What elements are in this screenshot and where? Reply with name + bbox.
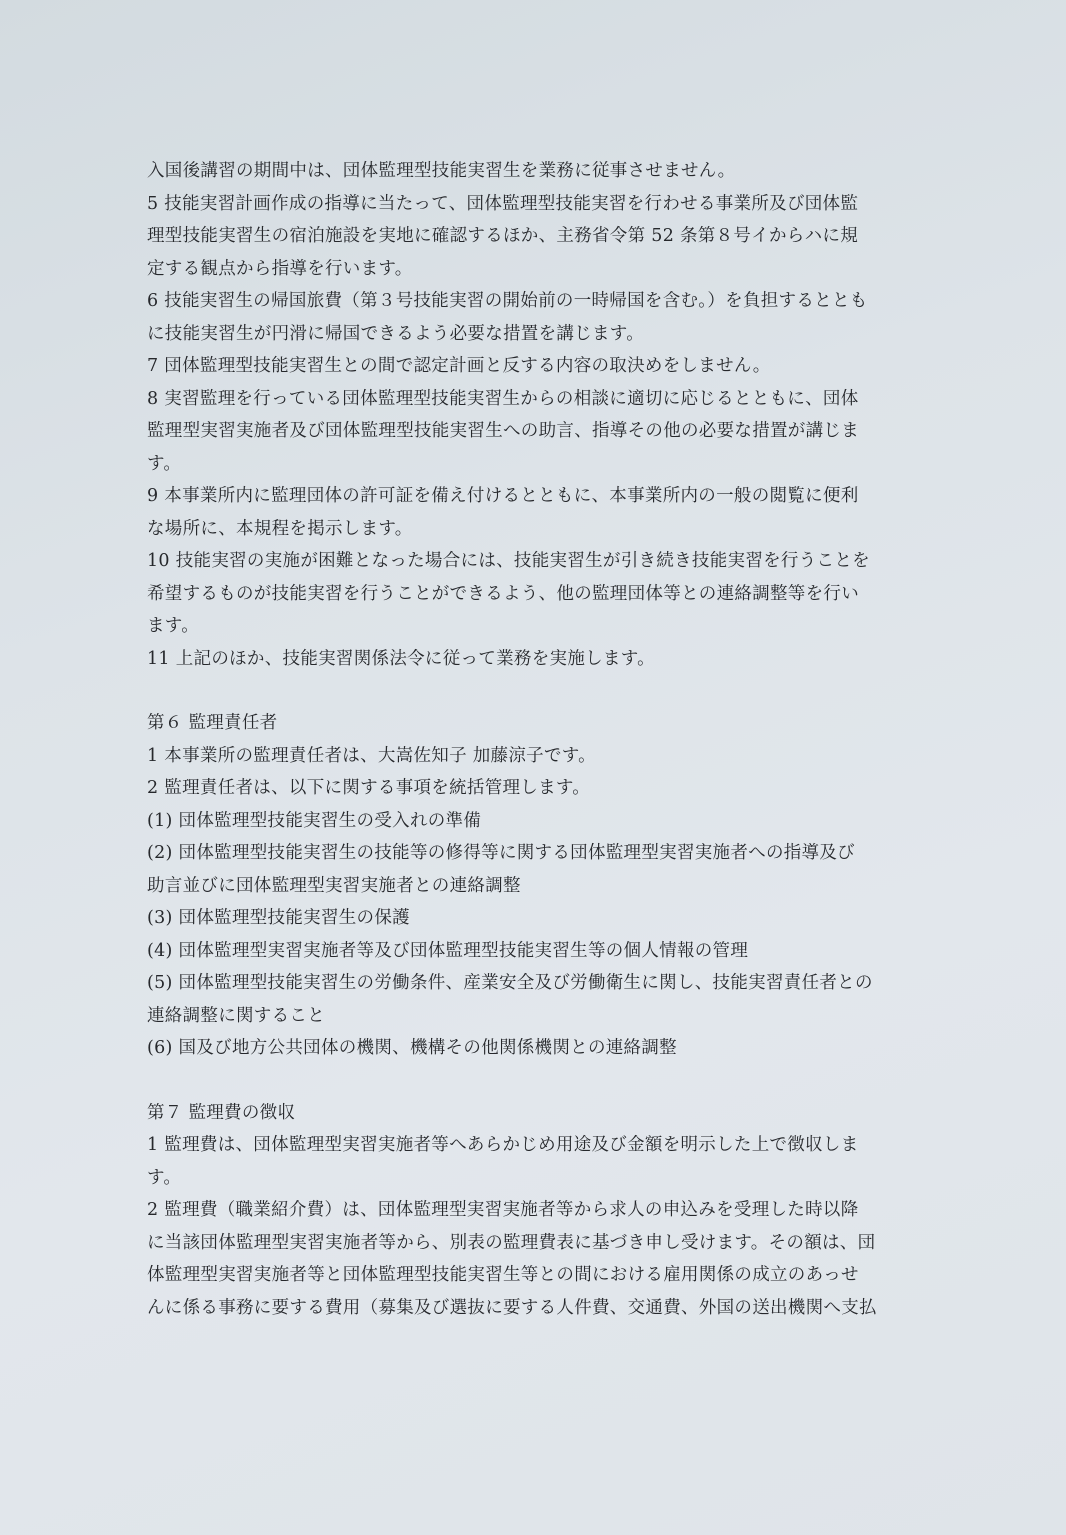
section-spacer [147, 1065, 922, 1097]
section5-item-9 [147, 480, 922, 545]
text-line: 9 本事業所内に監理団体の許可証を備え付けるとともに、本事業所内の一般の閲覧に便利 [147, 486, 859, 506]
section-heading: 第７ 監理費の徴収 [147, 1102, 296, 1123]
text-line: 2 監理責任者は、以下に関する事項を統括管理します。 [147, 778, 591, 798]
text-line: んに係る事務に要する費用（募集及び選抜に要する人件費、交通費、外国の送出機関へ支払 [147, 1297, 877, 1318]
section5-item-6 [147, 285, 922, 350]
text-line: (2) 団体監理型技能実習生の技能等の修得等に関する団体監理型実習実施者への指導及び [147, 843, 855, 863]
section5-item-10 [147, 545, 922, 643]
text-line: (4) 団体監理型実習実施者等及び団体監理型技能実習生等の個人情報の管理 [147, 940, 749, 961]
text-line: 希望するものが技能実習を行うことができるよう、他の監理団体等との連絡調整等を行い [147, 583, 859, 604]
text-line: 助言並びに団体監理型実習実施者との連絡調整 [147, 875, 521, 896]
text-line: 理型技能実習生の宿泊施設を実地に確認するほか、主務省令第 52 条第８号イからハに規 [147, 226, 858, 246]
section7 [147, 1097, 922, 1325]
text-line: 8 実習監理を行っている団体監理型技能実習生からの相談に適切に応じるとともに、団体 [147, 388, 859, 409]
text-line: す。 [147, 1167, 182, 1188]
text-line: 入国後講習の期間中は、団体監理型技能実習生を業務に従事させません。 [147, 161, 736, 181]
document-page [147, 155, 922, 1324]
section6 [147, 707, 922, 1065]
text-line: (5) 団体監理型技能実習生の労働条件、産業安全及び労働衛生に関し、技能実習責任者との [147, 973, 873, 993]
text-line: (1) 団体監理型技能実習生の受入れの準備 [147, 810, 482, 831]
text-line: 1 本事業所の監理責任者は、大嵩佐知子 加藤涼子です。 [147, 745, 596, 766]
section5-item-8 [147, 383, 922, 481]
section5-item-5 [147, 188, 922, 286]
text-line: す。 [147, 453, 182, 474]
text-line: 1 監理費は、団体監理型実習実施者等へあらかじめ用途及び金額を明示した上で徴収しま [147, 1135, 859, 1155]
text-line: 5 技能実習計画作成の指導に当たって、団体監理型技能実習を行わせる事業所及び団体監 [147, 193, 859, 214]
text-line: 監理型実習実施者及び団体監理型技能実習生への助言、指導その他の必要な措置が講じま [147, 421, 859, 441]
text-line: 7 団体監理型技能実習生との間で認定計画と反する内容の取決めをしません。 [147, 356, 771, 376]
section-heading: 第６ 監理責任者 [147, 713, 278, 733]
text-line: に当該団体監理型実習実施者等から、別表の監理費表に基づき申し受けます。その額は、団 [147, 1232, 876, 1253]
text-line: 10 技能実習の実施が困難となった場合には、技能実習生が引き続き技能実習を行うことを [147, 551, 870, 571]
text-line: 2 監理費（職業紹介費）は、団体監理型実習実施者等から求人の申込みを受理した時以降 [147, 1200, 859, 1220]
section-spacer [147, 675, 922, 707]
text-line: 連絡調整に関すること [147, 1005, 325, 1026]
text-line: に技能実習生が円滑に帰国できるよう必要な措置を講じます。 [147, 323, 644, 344]
section5-item-7 [147, 350, 922, 383]
text-line: 体監理型実習実施者等と団体監理型技能実習生等との間における雇用関係の成立のあっせ [147, 1265, 859, 1285]
text-line: 6 技能実習生の帰国旅費（第３号技能実習の開始前の一時帰国を含む。）を負担するととも [147, 291, 868, 311]
section5-continuation [147, 155, 922, 188]
text-line: な場所に、本規程を掲示します。 [147, 518, 413, 539]
text-line: 定する観点から指導を行います。 [147, 258, 413, 279]
text-line: (3) 団体監理型技能実習生の保護 [147, 908, 410, 928]
text-line: ます。 [147, 616, 199, 636]
text-line: 11 上記のほか、技能実習関係法令に従って業務を実施します。 [147, 648, 655, 669]
section5-item-11 [147, 643, 922, 676]
text-line: (6) 国及び地方公共団体の機関、機構その他関係機関との連絡調整 [147, 1038, 677, 1058]
